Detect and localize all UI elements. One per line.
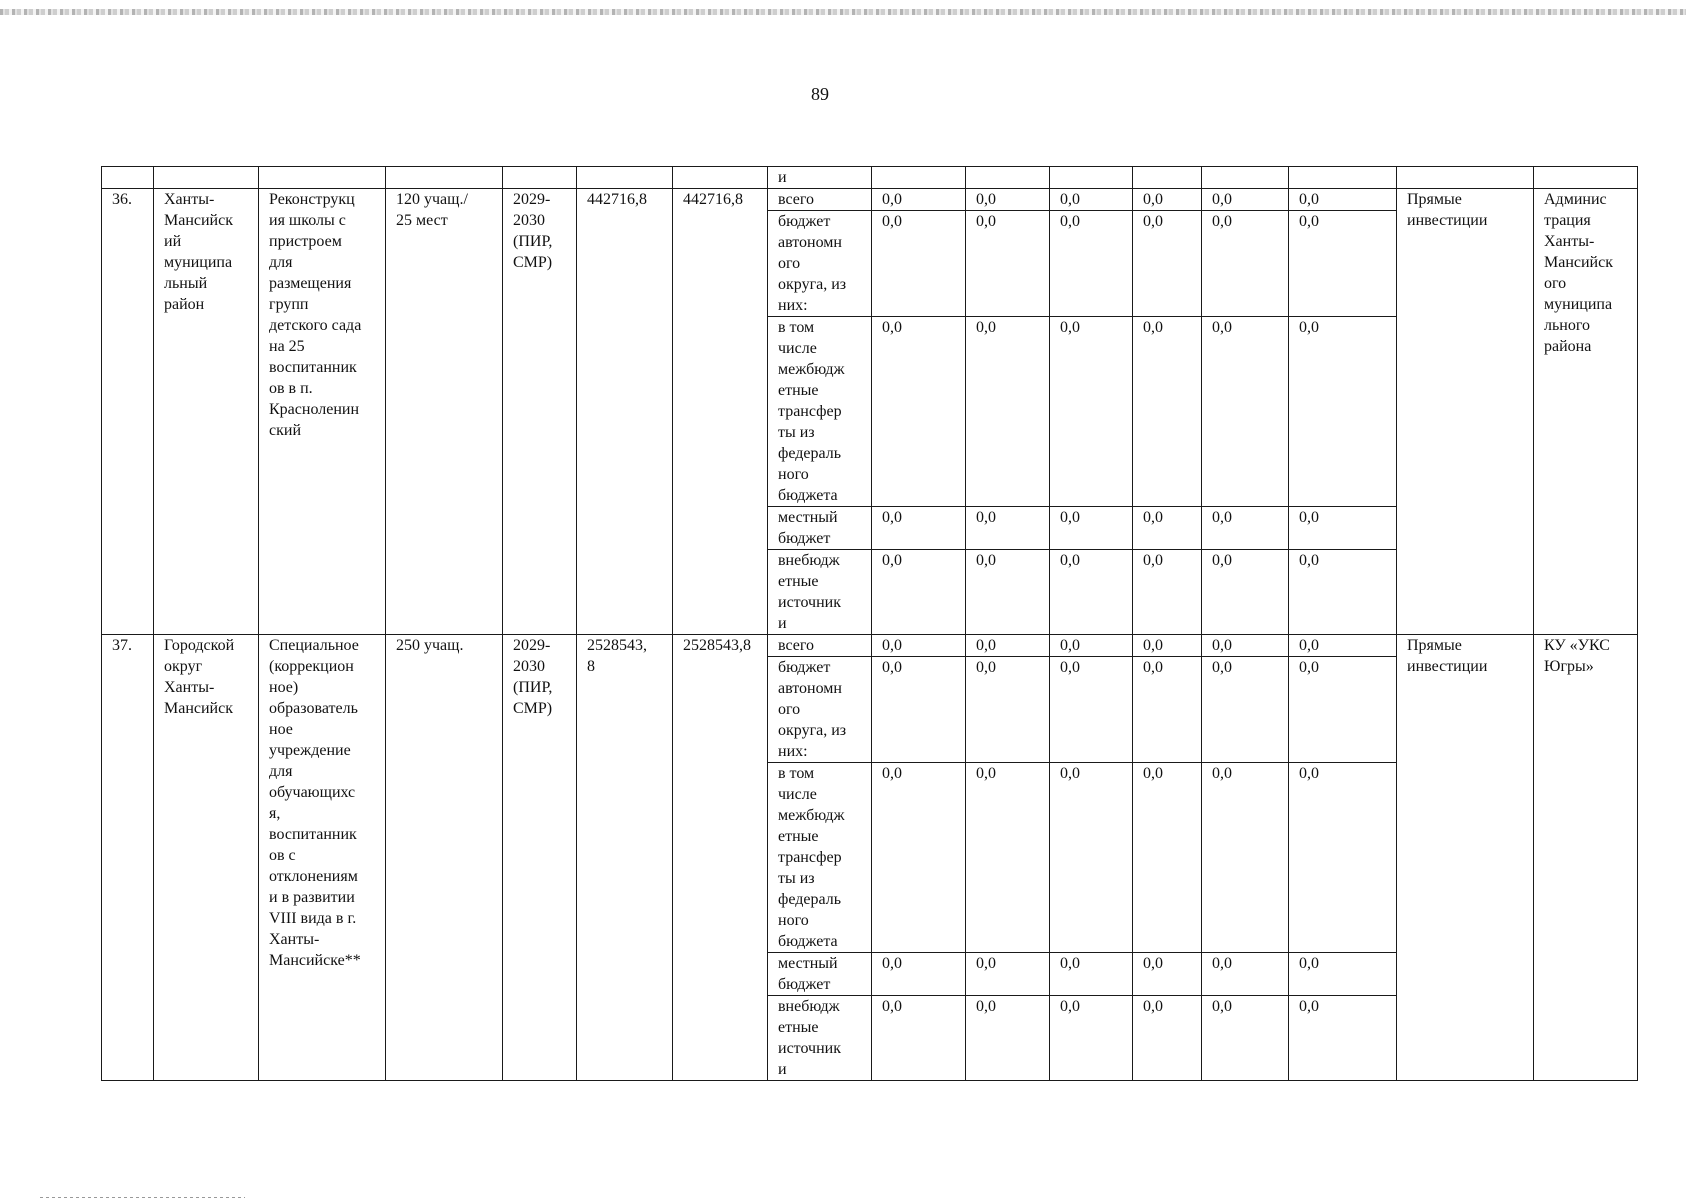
period-cell-line: 2030 — [513, 212, 545, 229]
amount-cell: 0,0 — [1050, 657, 1133, 763]
amount-cell: 0,0 — [1289, 317, 1397, 507]
investment-table — [101, 166, 1638, 1081]
amount-cell: 0,0 — [1202, 507, 1289, 550]
project-name-cell-line: ное) — [269, 679, 299, 696]
responsible-org-cell-line: Ханты- — [1544, 233, 1595, 250]
amount-cell: 0,0 — [872, 317, 966, 507]
project-name-cell-line: ное — [269, 721, 293, 738]
period-cell-line: (ПИР, — [513, 233, 553, 250]
amount-cell: 0,0 — [1289, 996, 1397, 1081]
funding-source-label-line: округа, из — [778, 722, 847, 739]
amount-cell: 0,0 — [966, 953, 1050, 996]
amount-cell: 0,0 — [1202, 550, 1289, 635]
amount-cell: 0,0 — [966, 996, 1050, 1081]
project-name-cell-line: ия школы с — [269, 212, 346, 229]
project-name-cell-line: пристроем — [269, 233, 342, 250]
total-cost-cell-line: 8 — [587, 658, 595, 675]
project-name-cell-line: ов с — [269, 847, 296, 864]
amount-cell: 0,0 — [966, 635, 1050, 657]
project-name-cell-line: детского сада — [269, 317, 362, 334]
territory-cell-line: округ — [164, 658, 203, 675]
capacity-cell — [386, 635, 503, 1081]
funding-source-label-line: в том — [778, 765, 815, 782]
funding-source-label — [768, 635, 872, 657]
responsible-org-cell — [1534, 189, 1638, 635]
responsible-org-cell-line: района — [1544, 338, 1592, 355]
responsible-org-cell-line: ого — [1544, 275, 1567, 292]
project-number — [102, 635, 154, 1081]
project-name-cell-line: для — [269, 763, 293, 780]
territory-cell-line: Мансийск — [164, 700, 233, 717]
project-name-cell-line: групп — [269, 296, 309, 313]
amount-cell: 0,0 — [966, 550, 1050, 635]
continuation-fragment: и — [768, 167, 872, 189]
project-name-cell-line: ский — [269, 422, 301, 439]
funding-source-label-line: федераль — [778, 445, 842, 462]
amount-cell: 0,0 — [1202, 763, 1289, 953]
amount-cell: 0,0 — [1050, 763, 1133, 953]
continuation-row — [102, 167, 1638, 189]
responsible-org-cell-line: КУ «УКС — [1544, 637, 1610, 654]
funding-source-label-line: ного — [778, 466, 809, 483]
funding-source-label — [768, 507, 872, 550]
period-cell-line: 2029- — [513, 637, 551, 654]
amount-cell: 0,0 — [1202, 996, 1289, 1081]
funding-source-label-line: ты из — [778, 424, 815, 441]
funding-source-label-line: ого — [778, 255, 801, 272]
funding-source-label-line: автономн — [778, 234, 842, 251]
funding-source-label-line: в том — [778, 319, 815, 336]
page-number: 89 — [811, 84, 829, 104]
capacity-cell — [386, 189, 503, 635]
amount-cell: 0,0 — [1133, 763, 1202, 953]
funding-source-label-line: них: — [778, 743, 808, 760]
funding-source-label — [768, 550, 872, 635]
funding-source-label-line: етные — [778, 573, 819, 590]
amount-cell: 0,0 — [1289, 763, 1397, 953]
funding-type-cell — [1397, 635, 1534, 1081]
amount-cell: 0,0 — [1050, 507, 1133, 550]
remaining-cost-cell-line: 2528543,8 — [683, 637, 751, 654]
funding-source-label-line: источник — [778, 1040, 841, 1057]
project-name-cell-line: Красноленин — [269, 401, 359, 418]
funding-source-label — [768, 317, 872, 507]
funding-source-label-line: всего — [778, 637, 815, 654]
total-cost-cell — [577, 635, 673, 1081]
territory-cell-line: Ханты- — [164, 679, 215, 696]
amount-cell: 0,0 — [1133, 635, 1202, 657]
funding-source-label-line: и — [778, 615, 787, 632]
funding-source-label-line: источник — [778, 594, 841, 611]
responsible-org-cell — [1534, 635, 1638, 1081]
project-name-cell-line: воспитанник — [269, 826, 357, 843]
total-cost-cell — [577, 189, 673, 635]
period-cell-line: СМР) — [513, 700, 553, 717]
project-number-line: 36. — [112, 191, 132, 208]
period-cell — [503, 189, 577, 635]
remaining-cost-cell-line: 442716,8 — [683, 191, 743, 208]
project-name-cell-line: воспитанник — [269, 359, 357, 376]
funding-source-label-line: местный — [778, 509, 838, 526]
amount-cell: 0,0 — [872, 763, 966, 953]
amount-cell: 0,0 — [1133, 189, 1202, 211]
project-name-cell-line: образователь — [269, 700, 358, 717]
remaining-cost-cell — [673, 635, 768, 1081]
amount-cell: 0,0 — [1133, 211, 1202, 317]
amount-cell: 0,0 — [1289, 507, 1397, 550]
amount-cell: 0,0 — [966, 317, 1050, 507]
project-name-cell-line: ов в п. — [269, 380, 313, 397]
amount-cell: 0,0 — [966, 189, 1050, 211]
amount-cell: 0,0 — [1289, 953, 1397, 996]
remaining-cost-cell — [673, 189, 768, 635]
funding-source-label-line: етные — [778, 828, 819, 845]
project-name-cell-line: размещения — [269, 275, 352, 292]
funding-source-label-line: числе — [778, 340, 817, 357]
amount-cell: 0,0 — [966, 211, 1050, 317]
project-name-cell-line: на 25 — [269, 338, 305, 355]
project-name-cell-line: учреждение — [269, 742, 351, 759]
amount-cell: 0,0 — [872, 953, 966, 996]
funding-source-label-line: бюджета — [778, 487, 838, 504]
period-cell-line: 2029- — [513, 191, 551, 208]
amount-cell: 0,0 — [872, 550, 966, 635]
funding-source-label-line: межбюдж — [778, 807, 845, 824]
territory-cell-line: муниципа — [164, 254, 233, 271]
funding-source-label-line: ты из — [778, 870, 815, 887]
amount-cell: 0,0 — [1133, 953, 1202, 996]
project-name-cell-line: отклонениям — [269, 868, 358, 885]
territory-cell-line: льный — [164, 275, 208, 292]
amount-cell: 0,0 — [1050, 189, 1133, 211]
project-name-cell-line: Ханты- — [269, 931, 320, 948]
period-cell-line: СМР) — [513, 254, 553, 271]
territory-cell-line: Мансийск — [164, 212, 233, 229]
project-name-cell-line: и в развитии — [269, 889, 355, 906]
amount-cell: 0,0 — [1050, 635, 1133, 657]
funding-source-label-line: местный — [778, 955, 838, 972]
responsible-org-cell-line: Югры» — [1544, 658, 1594, 675]
project-name-cell-line: я, — [269, 805, 281, 822]
territory-cell-line: район — [164, 296, 205, 313]
project-name-cell-line: Специальное — [269, 637, 359, 654]
amount-cell: 0,0 — [1133, 507, 1202, 550]
project-number-line: 37. — [112, 637, 132, 654]
funding-source-label — [768, 657, 872, 763]
funding-source-label-line: федераль — [778, 891, 842, 908]
funding-source-label-line: внебюдж — [778, 552, 840, 569]
funding-source-label-line: межбюдж — [778, 361, 845, 378]
funding-source-label-line: трансфер — [778, 403, 842, 420]
table-row — [102, 189, 1638, 211]
funding-source-label-line: всего — [778, 191, 815, 208]
project-name-cell-line: обучающихс — [269, 784, 356, 801]
amount-cell: 0,0 — [872, 189, 966, 211]
funding-source-label — [768, 211, 872, 317]
project-name-cell — [259, 635, 386, 1081]
territory-cell-line: Городской — [164, 637, 235, 654]
amount-cell: 0,0 — [1289, 211, 1397, 317]
funding-source-label-line: автономн — [778, 680, 842, 697]
amount-cell: 0,0 — [1289, 635, 1397, 657]
amount-cell: 0,0 — [872, 657, 966, 763]
funding-source-label — [768, 953, 872, 996]
capacity-cell-line: 25 мест — [396, 212, 448, 229]
period-cell — [503, 635, 577, 1081]
amount-cell: 0,0 — [1050, 550, 1133, 635]
period-cell-line: 2030 — [513, 658, 545, 675]
amount-cell: 0,0 — [1133, 996, 1202, 1081]
territory-cell — [154, 635, 259, 1081]
territory-cell-line: ий — [164, 233, 182, 250]
funding-type-cell-line: инвестиции — [1407, 658, 1488, 675]
funding-source-label-line: бюджета — [778, 933, 838, 950]
capacity-cell-line: 120 учащ./ — [396, 191, 468, 208]
amount-cell: 0,0 — [1050, 211, 1133, 317]
funding-type-cell-line: инвестиции — [1407, 212, 1488, 229]
amount-cell: 0,0 — [1202, 635, 1289, 657]
project-name-cell-line: VIII вида в г. — [269, 910, 357, 927]
funding-source-label-line: бюджет — [778, 213, 831, 230]
funding-source-label-line: ного — [778, 912, 809, 929]
amount-cell: 0,0 — [1202, 657, 1289, 763]
amount-cell: 0,0 — [966, 507, 1050, 550]
funding-source-label-line: них: — [778, 297, 808, 314]
total-cost-cell-line: 2528543, — [587, 637, 647, 654]
funding-source-label-line: внебюдж — [778, 998, 840, 1015]
amount-cell: 0,0 — [1202, 211, 1289, 317]
amount-cell: 0,0 — [872, 635, 966, 657]
funding-type-cell-line: Прямые — [1407, 191, 1462, 208]
amount-cell: 0,0 — [1133, 657, 1202, 763]
amount-cell: 0,0 — [1050, 953, 1133, 996]
amount-cell: 0,0 — [1289, 657, 1397, 763]
project-name-cell-line: Реконструкц — [269, 191, 355, 208]
period-cell-line: (ПИР, — [513, 679, 553, 696]
funding-source-label-line: бюджет — [778, 530, 831, 547]
funding-source-label — [768, 189, 872, 211]
territory-cell — [154, 189, 259, 635]
funding-type-cell — [1397, 189, 1534, 635]
funding-type-cell-line: Прямые — [1407, 637, 1462, 654]
funding-source-label-line: бюджет — [778, 976, 831, 993]
project-number — [102, 189, 154, 635]
amount-cell: 0,0 — [1133, 550, 1202, 635]
territory-cell-line: Ханты- — [164, 191, 215, 208]
project-name-cell-line: Мансийске** — [269, 952, 361, 969]
amount-cell: 0,0 — [1202, 953, 1289, 996]
scan-edge-artifact — [0, 9, 1686, 15]
project-name-cell-line: для — [269, 254, 293, 271]
scan-foot-artifact — [40, 1197, 245, 1198]
capacity-cell-line: 250 учащ. — [396, 637, 464, 654]
amount-cell: 0,0 — [1202, 189, 1289, 211]
amount-cell: 0,0 — [1133, 317, 1202, 507]
funding-source-label-line: трансфер — [778, 849, 842, 866]
total-cost-cell-line: 442716,8 — [587, 191, 647, 208]
responsible-org-cell-line: муниципа — [1544, 296, 1613, 313]
funding-source-label-line: бюджет — [778, 659, 831, 676]
funding-source-label-line: округа, из — [778, 276, 847, 293]
amount-cell: 0,0 — [966, 657, 1050, 763]
funding-source-label-line: етные — [778, 1019, 819, 1036]
project-name-cell-line: (коррекцион — [269, 658, 354, 675]
amount-cell: 0,0 — [1289, 550, 1397, 635]
amount-cell: 0,0 — [966, 763, 1050, 953]
funding-source-label-line: и — [778, 1061, 787, 1078]
table-row — [102, 635, 1638, 657]
funding-source-label-line: числе — [778, 786, 817, 803]
responsible-org-cell-line: трация — [1544, 212, 1591, 229]
funding-source-label-line: етные — [778, 382, 819, 399]
responsible-org-cell-line: Мансийск — [1544, 254, 1613, 271]
amount-cell: 0,0 — [1050, 317, 1133, 507]
funding-source-label — [768, 996, 872, 1081]
responsible-org-cell-line: льного — [1544, 317, 1591, 334]
project-name-cell — [259, 189, 386, 635]
amount-cell: 0,0 — [872, 996, 966, 1081]
responsible-org-cell-line: Админис — [1544, 191, 1607, 208]
funding-source-label-line: ого — [778, 701, 801, 718]
amount-cell: 0,0 — [1050, 996, 1133, 1081]
amount-cell: 0,0 — [872, 211, 966, 317]
amount-cell: 0,0 — [1289, 189, 1397, 211]
amount-cell: 0,0 — [1202, 317, 1289, 507]
funding-source-label — [768, 763, 872, 953]
amount-cell: 0,0 — [872, 507, 966, 550]
